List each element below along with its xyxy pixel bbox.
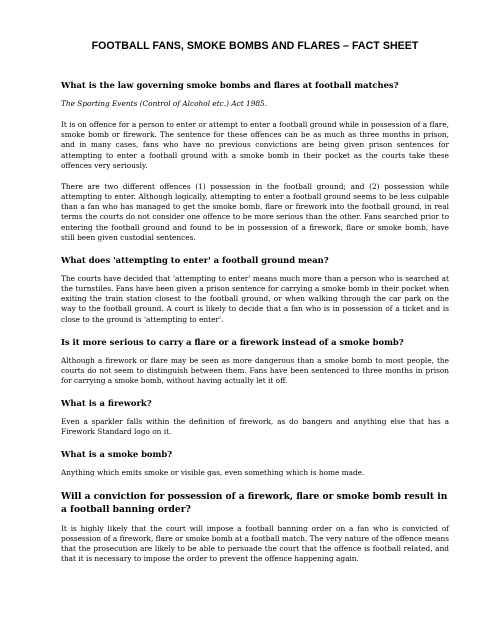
page-title: FOOTBALL FANS, SMOKE BOMBS AND FLARES – FACT SHEET: [91, 40, 419, 52]
section-heading: Will a conviction for possession of a firework, flare or smoke bomb result in a football banning order?: [61, 490, 448, 515]
section-flare-vs-smoke-bomb: [61, 336, 449, 386]
section-heading: What does 'attempting to enter' a football ground mean?: [61, 254, 329, 265]
section-heading: What is a firework?: [61, 398, 152, 409]
section-smoke-bomb-definition: [61, 448, 449, 478]
section-heading: What is a smoke bomb?: [61, 449, 173, 460]
paragraph: Although a firework or flare may be seen as more dangerous than a smoke bomb to most people, the courts do not seem to distinguish between them. Fans have been sentenced to three months in prison for carrying a smoke bomb, without having actually let it off.: [61, 355, 449, 385]
paragraph: It is on offence for a person to enter or attempt to enter a football ground while in possession of a flare, smoke bomb or firework. The sentence for these offences can be as much as three months in prison, and in many cases, fans who have no previous convictions are being given prison sentences for attempting to enter a football ground with a smoke bomb in their pocket as the courts take these offences very seriously.: [61, 120, 449, 170]
paragraph: It is highly likely that the court will impose a football banning order on a fan who is convicted of possession of a firework, flare or smoke bomb at a football match. The very nature of the offence means that the prosecution are likely to be able to persuade the court that the offence is football related, and that it is necessary to impose the order to prevent the offence happening again.: [61, 523, 449, 564]
section-heading: Is it more serious to carry a flare or a firework instead of a smoke bomb?: [61, 336, 404, 347]
paragraph: Anything which emits smoke or visible gas, even something which is home made.: [61, 468, 365, 478]
section-attempting-to-enter: [61, 254, 449, 325]
paragraph: There are two different offences (1) possession in the football ground; and (2) possession while attempting to enter. Although logically, attempting to enter a football ground seems to be less culpable than a fan who has managed to get the smoke bomb, flare or firework into the football ground, in real terms the courts do not consider one offence to be more serious than the other. Fans searched prior to entering the football ground and found to be in possession of a firework, flare or smoke bomb, have still been given custodial sentences.: [61, 181, 449, 242]
section-firework-definition: [61, 397, 449, 437]
section-heading: What is the law governing smoke bombs and flares at football matches?: [61, 80, 399, 90]
paragraph: The courts have decided that 'attempting to enter' means much more than a person who is searched at the turnstiles. Fans have been given a prison sentence for carrying a smoke bomb in their pocket when exiting the train station closest to the football ground, or when walking through the car park on the way to the football ground. A court is likely to decide that a fan who is in possession of a ticket and is close to the ground is 'attempting to enter'.: [61, 273, 449, 324]
section-banning-order: [61, 490, 449, 565]
act-reference: The Sporting Events (Control of Alcohol etc.) Act 1985.: [61, 99, 268, 108]
paragraph: Even a sparkler falls within the definition of firework, as do bangers and anything else that has a Firework Standard logo on it.: [61, 417, 449, 437]
section-law: [61, 79, 449, 243]
